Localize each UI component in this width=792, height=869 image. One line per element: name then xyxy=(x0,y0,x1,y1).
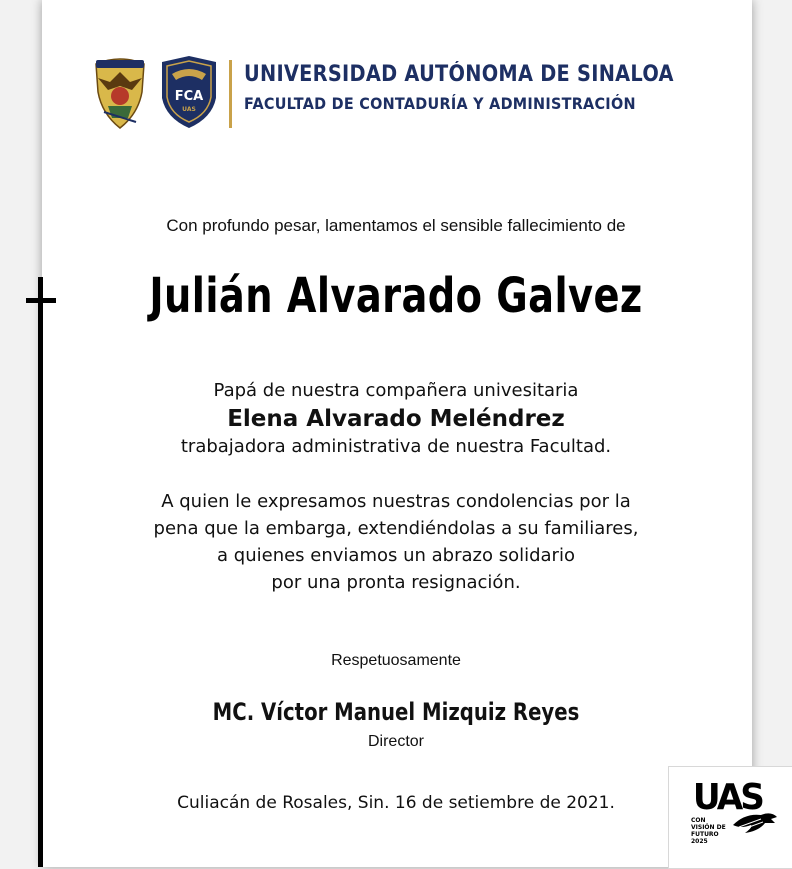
faculty-name: FACULTAD DE CONTADURÍA Y ADMINISTRACIÓN xyxy=(244,94,636,113)
university-name: UNIVERSIDAD AUTÓNOMA DE SINALOA xyxy=(244,62,674,87)
relation-line: Papá de nuestra compañera univesitaria xyxy=(213,380,579,401)
svg-text:UAS: UAS xyxy=(182,106,196,113)
institution-header xyxy=(90,52,674,132)
fca-logo-icon xyxy=(158,54,220,130)
condolence-line: a quienes enviamos un abrazo solidario xyxy=(217,545,575,566)
header-divider xyxy=(229,60,232,128)
deceased-name: Julián Alvarado Galvez xyxy=(149,268,643,324)
uas-vision-badge xyxy=(668,766,792,869)
signer-name: MC. Víctor Manuel Mizquiz Reyes xyxy=(212,698,580,726)
signer-title: Director xyxy=(367,733,424,750)
svg-text:FCA: FCA xyxy=(174,89,204,104)
uas-seal-icon xyxy=(90,52,150,130)
relative-role: trabajadora administrativa de nuestra Facultad. xyxy=(180,436,612,457)
mourning-cross-bar xyxy=(26,298,56,303)
relative-name: Elena Alvarado Meléndrez xyxy=(227,406,565,432)
condolence-line: por una pronta resignación. xyxy=(271,572,521,593)
badge-logo-text: UAS xyxy=(692,777,763,818)
closing-text: Respetuosamente xyxy=(331,652,461,669)
intro-text: Con profundo pesar, lamentamos el sensible fallecimiento de xyxy=(166,216,626,235)
condolence-message xyxy=(0,488,792,596)
condolence-line: A quien le expresamos nuestras condolencias por la xyxy=(161,491,631,512)
condolence-line: pena que la embarga, extendiéndolas a su familiares, xyxy=(153,518,639,539)
eagle-icon xyxy=(731,807,779,837)
place-date: Culiacán de Rosales, Sin. 16 de setiembre de 2021. xyxy=(177,793,615,813)
relation-block xyxy=(0,378,792,460)
badge-tagline: CON VISIÓN DE FUTURO 2025 xyxy=(691,817,726,845)
